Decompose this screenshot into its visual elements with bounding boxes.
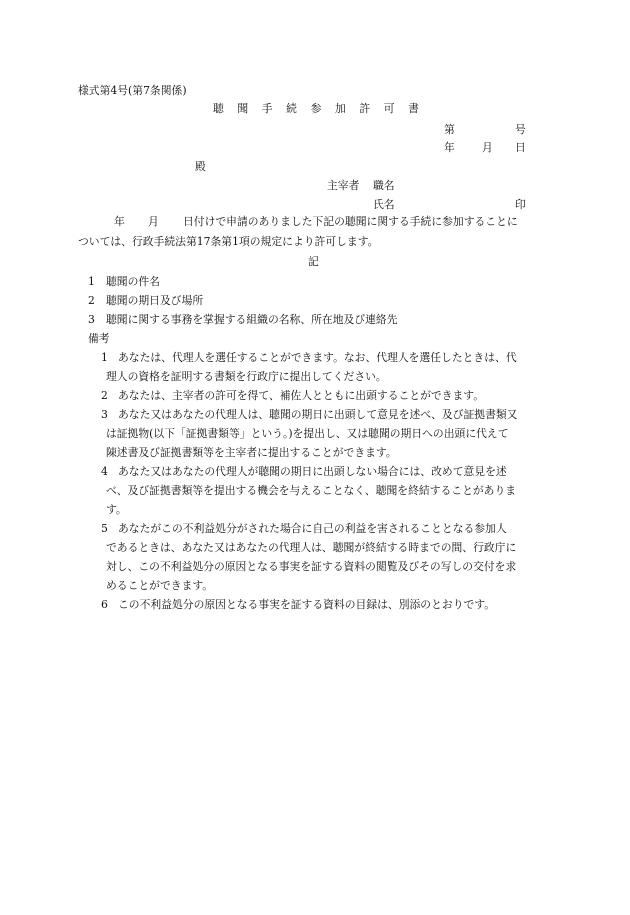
title-char: 可 — [383, 102, 395, 115]
title-char: 聞 — [237, 102, 249, 115]
title-char: 書 — [408, 102, 419, 115]
remark-number: 6 — [101, 598, 108, 611]
body-line2: ついては、行政手続法第17条第1項の規定により許可します。 — [78, 235, 379, 248]
remark-line: であるときは、あなた又はあなたの代理人は、聴聞が終結する時までの間、行政庁に — [106, 541, 517, 554]
remark-number: 1 — [101, 351, 108, 364]
title-char: 許 — [359, 102, 371, 115]
presider-title-label: 職名 — [373, 179, 395, 192]
remark-line: 陳述書及び証拠書類等を主宰者に提出することができます。 — [106, 446, 397, 459]
presider-role: 主宰者 — [327, 179, 360, 192]
item-number: 3 — [88, 313, 95, 326]
title-char: 加 — [334, 102, 346, 115]
title-char: 手 — [261, 102, 273, 115]
remark-line: あなたは、代理人を選任することができます。なお、代理人を選任したときは、代 — [118, 351, 517, 364]
ki-heading: 記 — [308, 255, 319, 268]
remark-line: 対し、この不利益処分の原因となる事実を証する資料の閲覧及びその写しの交付を求 — [106, 560, 517, 573]
number-suffix: 号 — [515, 123, 526, 136]
remark-line: べ、及び証拠書類等を提出する機会を与えることなく、聴聞を終結することがありま — [106, 484, 517, 497]
presider-name-label: 氏名 — [373, 198, 395, 211]
date-day: 日 — [515, 141, 526, 154]
number-prefix: 第 — [444, 123, 455, 136]
title-char: 聴 — [213, 102, 224, 115]
addressee-honorific: 殿 — [195, 160, 206, 173]
remark-line: は証拠物(以下「証拠書類等」という。)を提出し、又は聴聞の期日への出頭に代えて — [106, 427, 509, 440]
title-char: 続 — [286, 102, 297, 115]
item-text: 聴聞の期日及び場所 — [106, 294, 204, 307]
item-text: 聴聞に関する事務を掌握する組織の名称、所在地及び連絡先 — [106, 313, 398, 326]
remark-line: この不利益処分の原因となる事実を証する資料の目録は、別添のとおりです。 — [118, 598, 496, 611]
seal-mark: 印 — [515, 198, 526, 211]
document-title — [213, 102, 419, 116]
title-char: 参 — [310, 102, 322, 115]
date-year: 年 — [444, 141, 455, 154]
body-year: 年 — [114, 215, 125, 228]
date-month: 月 — [482, 141, 493, 154]
form-label: 様式第4号(第7条関係) — [78, 84, 187, 97]
remark-line: あなた又はあなたの代理人が聴聞の期日に出頭しない場合には、改めて意見を述 — [118, 465, 507, 478]
item-number: 1 — [88, 275, 95, 288]
remark-line: あなた又はあなたの代理人は、聴聞の期日に出頭して意見を述べ、及び証拠書類又 — [118, 408, 518, 421]
body-line1: 日付けで申請のありました下記の聴聞に関する手続に参加することに — [183, 215, 518, 228]
remark-line: 理人の資格を証明する書類を行政庁に提出してください。 — [106, 370, 387, 383]
remark-number: 4 — [101, 465, 108, 478]
remark-line: めることができます。 — [106, 579, 214, 592]
item-number: 2 — [88, 294, 95, 307]
body-month: 月 — [148, 215, 159, 228]
item-text: 聴聞の件名 — [106, 275, 160, 288]
remark-number: 5 — [101, 522, 108, 535]
remarks-heading: 備考 — [88, 332, 110, 345]
remark-number: 2 — [101, 389, 108, 402]
remark-line: す。 — [106, 503, 127, 516]
remark-line: あなたがこの不利益処分がされた場合に自己の利益を害されることとなる参加人 — [118, 522, 507, 535]
remark-line: あなたは、主宰者の許可を得て、補佐人とともに出頭することができます。 — [118, 389, 485, 402]
remark-number: 3 — [101, 408, 108, 421]
